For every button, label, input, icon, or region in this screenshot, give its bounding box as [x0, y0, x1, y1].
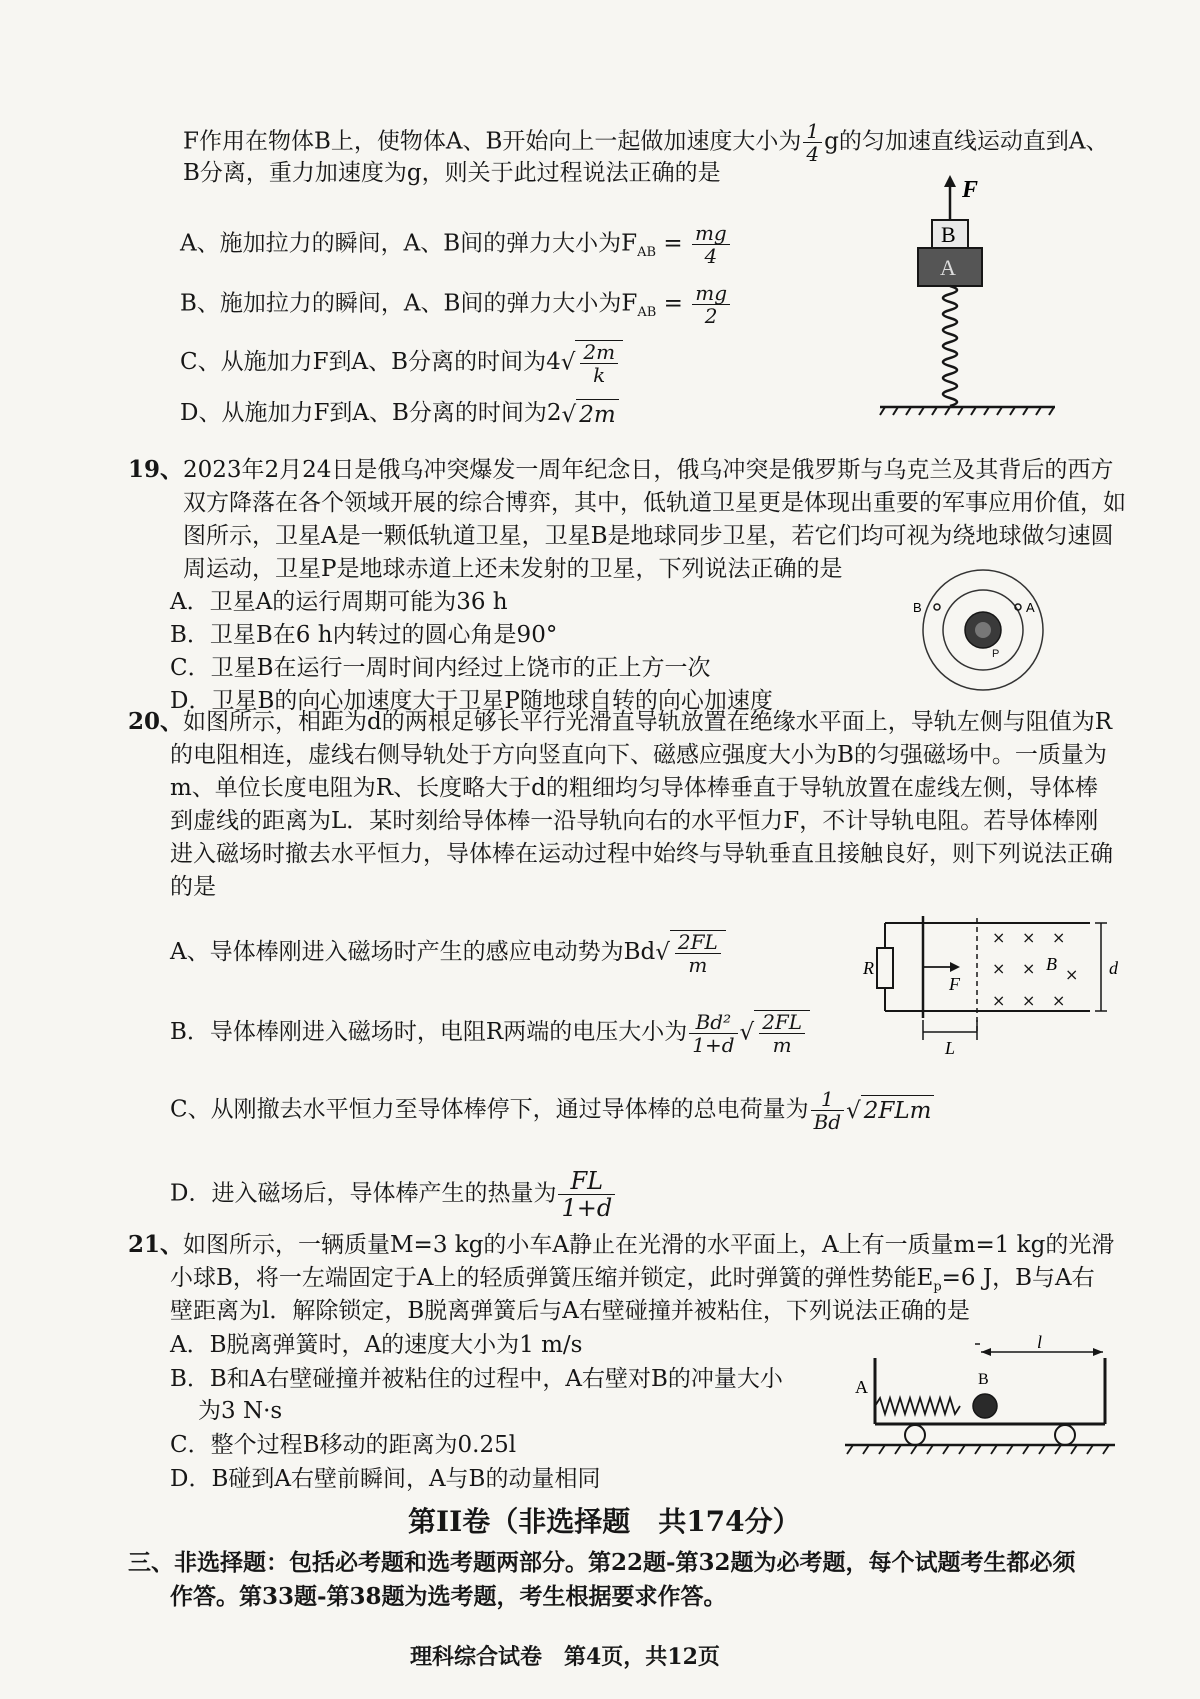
q20-field-mark: × [1022, 991, 1036, 1010]
q18-stem-line2: B分离，重力加速度为g，则关于此过程说法正确的是 [183, 160, 721, 186]
q18-force-label: F [962, 177, 979, 203]
q20-field-mark: × [992, 959, 1006, 978]
q19-option-a: A．卫星A的运行周期可能为36 h [170, 589, 508, 615]
q19-satellite-b-label: B [913, 600, 922, 615]
q21-option-c: C．整个过程B移动的距离为0.25l [170, 1432, 517, 1458]
q21-option-a: A．B脱离弹簧时，A的速度大小为1 m/s [170, 1332, 583, 1358]
q20-field-label: B [1046, 954, 1057, 974]
q19-number: 19、 [128, 456, 184, 483]
q19-stem-line1: 2023年2月24日是俄乌冲突爆发一周年纪念日，俄乌冲突是俄罗斯与乌克兰及其背后的西方 [183, 457, 1114, 483]
q18-option-a: A、施加拉力的瞬间，A、B间的弹力大小为$F_{AB}$ = $\frac{mg}{4}$ [180, 222, 732, 268]
q20-field-mark: × [1022, 928, 1036, 947]
q19-satellite-a-label: A [1026, 600, 1035, 615]
q19-satellite-b-dot [934, 604, 940, 610]
q19-orbit-figure [908, 565, 1058, 695]
q20-distance-l-label: L [945, 1038, 956, 1058]
q21-distance-l-label: l [1037, 1332, 1043, 1352]
q20-distance-d-label: d [1109, 958, 1118, 978]
q19-option-c: C．卫星B在运行一周时间内经过上饶市的正上方一次 [170, 655, 711, 681]
q21-stem-line3: 壁距离为l．解除锁定，B脱离弹簧后与A右壁碰撞并被粘住，下列说法正确的是 [170, 1298, 970, 1324]
q21-cart-a-label: A [855, 1377, 868, 1397]
section-title: 第II卷（非选择题 共174分） [408, 1505, 801, 1538]
q20-option-a: A、导体棒刚进入磁场时产生的感应电动势为Bd√ $\frac{2FL}{m}$ [170, 930, 726, 976]
q20-field-mark: × [992, 991, 1006, 1010]
q21-stem-line1: 如图所示，一辆质量M=3 kg的小车A静止在光滑的水平面上，A上有一质量m=1 kg的光滑 [183, 1232, 1115, 1258]
q18-stem-line1: F作用在物体B上，使物体A、B开始向上一起做加速度大小为 $\frac{1}{4}$ g的匀加速直线运动直到A、 [183, 119, 1109, 166]
q18-option-d: D、从施加力F到A、B分离的时间为2√ 2m [180, 398, 619, 430]
q20-stem-line1: 如图所示，相距为d的两根足够长平行光滑直导轨放置在绝缘水平面上，导轨左侧与阻值为R [183, 709, 1113, 735]
q21-option-b: B．B和A右壁碰撞并被粘住的过程中，A右壁对B的冲量大小 [170, 1366, 783, 1392]
q20-field-mark: × [1052, 991, 1066, 1010]
q19-stem-line2: 双方降落在各个领域开展的综合博弈，其中，低轨道卫星更是体现出重要的军事应用价值，如 [183, 490, 1126, 516]
q19-stem-line3: 图所示，卫星A是一颗低轨道卫星，卫星B是地球同步卫星，若它们均可视为绕地球做匀速圆 [183, 523, 1114, 549]
q20-circuit-figure [865, 908, 1125, 1058]
q21-ball-b-label: B [978, 1371, 989, 1388]
q20-resistor-label: R [863, 958, 874, 978]
section-instruction-line1: 三、非选择题：包括必考题和选考题两部分。第22题-第32题为必考题，每个试题考生都必须 [128, 1549, 1076, 1576]
q20-field-mark: × [1052, 928, 1066, 947]
q20-option-c: C、从刚撤去水平恒力至导体棒停下，通过导体棒的总电荷量为 $\frac{1}{Bd}$ √ 2FLm [170, 1088, 934, 1133]
section-instruction-line2: 作答。第33题-第38题为选考题，考生根据要求作答。 [170, 1583, 727, 1610]
q18-block-a-label: A [940, 255, 956, 280]
q20-force-label: F [949, 974, 960, 994]
q20-field-mark: × [992, 928, 1006, 947]
q21-option-b-cont: 为3 N·s [198, 1398, 283, 1424]
q18-block-b-label: B [941, 222, 956, 247]
q19-stem-line4: 周运动，卫星P是地球赤道上还未发射的卫星，下列说法正确的是 [183, 556, 843, 582]
q20-stem-line2: 的电阻相连，虚线右侧导轨处于方向竖直向下、磁感应强度大小为B的匀强磁场中。一质量为 [170, 742, 1107, 768]
q18-stem-fraction: $\frac{1}{4}$ [803, 120, 822, 165]
q18-spring-figure [880, 175, 1060, 415]
q19-satellite-p-label: P [992, 648, 1000, 660]
q20-stem-line6: 的是 [170, 874, 216, 900]
q20-stem-line3: m、单位长度电阻为R、长度略大于d的粗细均匀导体棒垂直于导轨放置在虚线左侧，导体棒 [170, 775, 1098, 801]
q21-number: 21、 [128, 1231, 184, 1258]
q21-option-d: D．B碰到A右壁前瞬间，A与B的动量相同 [170, 1466, 601, 1492]
q20-stem-line5: 进入磁场时撤去水平恒力，导体棒在运动过程中始终与导轨垂直且接触良好，则下列说法正确 [170, 841, 1113, 867]
q20-number: 20、 [128, 708, 184, 735]
q20-field-mark: × [1065, 965, 1079, 984]
q20-option-d: D．进入磁场后，导体棒产生的热量为 $\frac{FL}{1+d}$ [170, 1168, 617, 1221]
q21-ball-b [973, 1394, 997, 1418]
q21-stem-line2: 小球B，将一左端固定于A上的轻质弹簧压缩并锁定，此时弹簧的弹性势能$E_p=6$ J，B与A右 [170, 1265, 1095, 1295]
q18-option-c: C、从施加力F到A、B分离的时间为4√ $\frac{2m}{k}$ [180, 340, 623, 386]
q20-stem-line4: 到虚线的距离为L．某时刻给导体棒一沿导轨向右的水平恒力F，不计导轨电阻。若导体棒刚 [170, 808, 1099, 834]
q20-field-mark: × [1022, 959, 1036, 978]
q18-option-b: B、施加拉力的瞬间，A、B间的弹力大小为$F_{AB}$ = $\frac{mg}{2}$ [180, 282, 732, 328]
q20-option-b: B．导体棒刚进入磁场时，电阻R两端的电压大小为 $\frac{\text{Bd²}}{1+d}$ √ $\frac{2FL}{m}$ [170, 1010, 810, 1056]
q21-cart-figure [845, 1332, 1115, 1468]
q19-option-d: D．卫星B的向心加速度大于卫星P随地球自转的向心加速度 [170, 688, 773, 714]
page-footer: 理科综合试卷 第4页，共12页 [410, 1644, 720, 1670]
q19-option-b: B．卫星B在6 h内转过的圆心角是90° [170, 622, 558, 648]
